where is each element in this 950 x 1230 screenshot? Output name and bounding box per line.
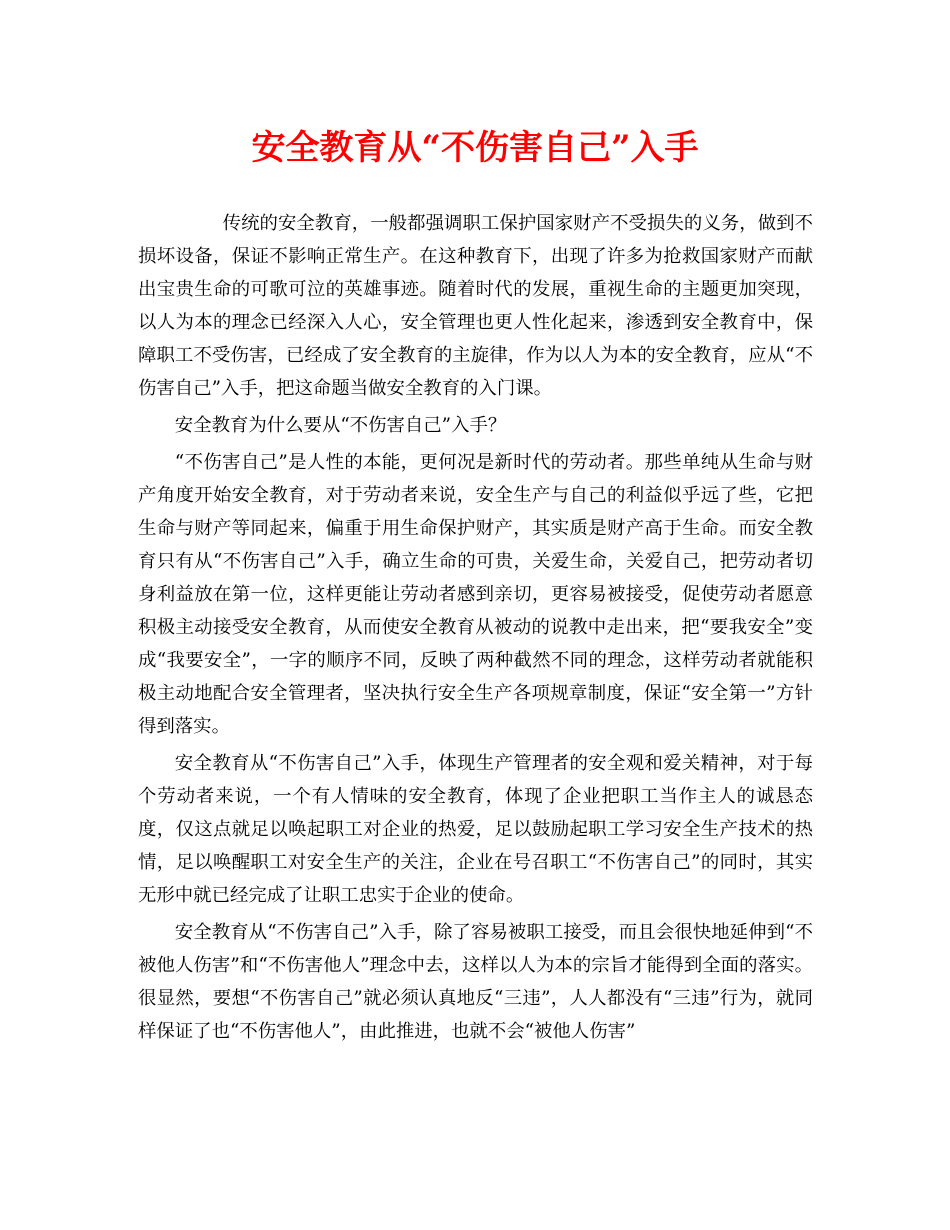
paragraph-3: “不伤害自己”是人性的本能，更何况是新时代的劳动者。那些单纯从生命与财产角度开始安全教育，对于劳动者来说，安全生产与自己的利益似乎远了些，它把生命与财产等同起来，偏重于用生命保护财产，其实质是财产高于生命。而安全教育只有从“不伤害自己”入手，确立生命的可贵，关爱生命，关爱自己，把劳动者切身利益放在第一位，这样更能让劳动者感到亲切，更容易被接受，促使劳动者愿意积极主动接受安全教育，从而使安全教育从被动的说教中走出来，把“要我安全”变成“我要安全”，一字的顺序不同，反映了两种截然不同的理念，这样劳动者就能积极主动地配合安全管理者，坚决执行安全生产各项规章制度，保证“安全第一”方针得到落实。	[138, 452, 813, 737]
paragraph-2: 安全教育为什么要从“不伤害自己”入手？	[174, 415, 507, 436]
paragraph-1: 传统的安全教育，一般都强调职工保护国家财产不受损失的义务，做到不损坏设备，保证不影响正常生产。在这种教育下，出现了许多为抢救国家财产而献出宝贵生命的可歌可泣的英雄事迹。随着时代的发展，重视生命的主题更加突现，以人为本的理念已经深入人心，安全管理也更人性化起来，渗透到安全教育中，保障职工不受伤害，已经成了安全教育的主旋律，作为以人为本的安全教育，应从“不伤害自己”入手，把这命题当做安全教育的入门课。	[138, 213, 813, 399]
paragraph-5: 安全教育从“不伤害自己”入手，除了容易被职工接受，而且会很快地延伸到“不被他人伤害”和“不伤害他人”理念中去，这样以人为本的宗旨才能得到全面的落实。很显然，要想“不伤害自己”就必须认真地反“三违”，人人都没有“三违”行为，就同样保证了也“不伤害他人”，由此推进，也就不会“被他人伤害”	[138, 922, 813, 1042]
paragraph-4: 安全教育从“不伤害自己”入手，体现生产管理者的安全观和爱关精神，对于每个劳动者来说，一个有人情味的安全教育，体现了企业把职工当作主人的诚恳态度，仅这点就足以唤起职工对企业的热爱，足以鼓励起职工学习安全生产技术的热情，足以唤醒职工对安全生产的关注，企业在号召职工“不伤害自己”的同时，其实无形中就已经完成了让职工忠实于企业的使命。	[138, 753, 813, 906]
document-title: 安全教育从“不伤害自己”入手	[251, 128, 699, 168]
document-body	[138, 207, 813, 1052]
